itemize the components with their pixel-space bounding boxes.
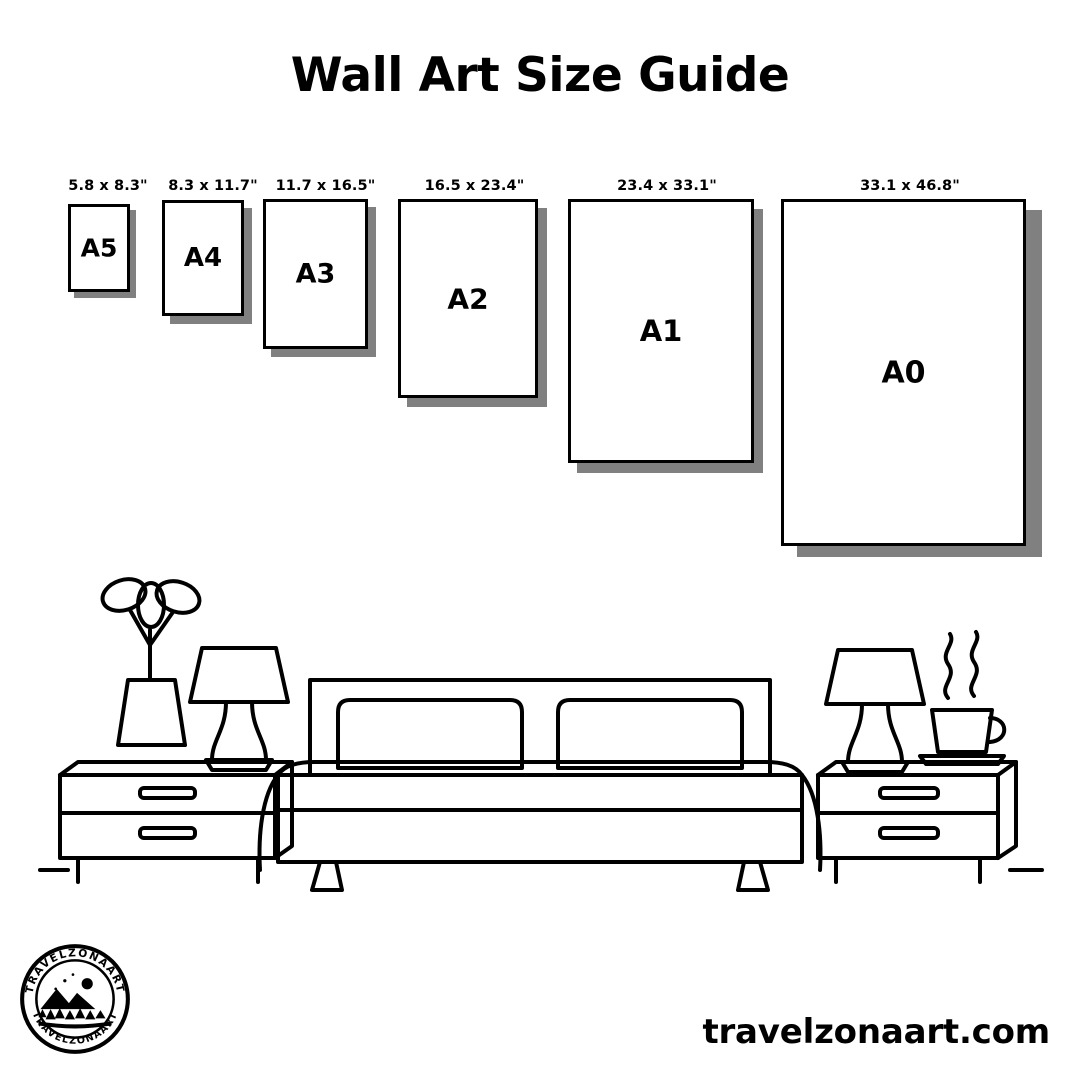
logo-mountains bbox=[40, 989, 95, 1009]
brand-logo[interactable] bbox=[14, 938, 136, 1060]
frame-label-a5: A5 bbox=[80, 233, 118, 263]
bedroom-illustration bbox=[30, 570, 1050, 910]
frame-box-a4[interactable] bbox=[162, 200, 244, 316]
frame-dimensions-a1: 23.4 x 33.1" bbox=[617, 178, 717, 194]
table-lamp-right bbox=[826, 650, 924, 772]
frame-group-a1 bbox=[560, 178, 775, 508]
frame-group-a2 bbox=[392, 178, 552, 438]
plant-vase bbox=[98, 574, 203, 745]
bed bbox=[260, 680, 821, 890]
frame-box-a5[interactable] bbox=[68, 204, 130, 292]
frame-dimensions-a4: 8.3 x 11.7" bbox=[168, 178, 258, 194]
frame-box-a1[interactable] bbox=[568, 199, 754, 463]
frame-label-a4: A4 bbox=[183, 243, 223, 273]
frame-label-a3: A3 bbox=[295, 258, 336, 290]
frame-dimensions-a0: 33.1 x 46.8" bbox=[860, 178, 960, 194]
website-url[interactable]: travelzonaart.com bbox=[702, 1012, 1050, 1052]
logo-moon bbox=[82, 978, 93, 989]
frame-group-a4 bbox=[158, 178, 268, 338]
table-lamp-left bbox=[190, 648, 288, 770]
frame-box-a0[interactable] bbox=[781, 199, 1026, 546]
frame-dimensions-a2: 16.5 x 23.4" bbox=[424, 178, 525, 194]
bed-leg-right bbox=[738, 862, 768, 890]
steam-right bbox=[971, 632, 977, 696]
logo-trees bbox=[38, 1008, 105, 1019]
frame-box-a2[interactable] bbox=[398, 199, 538, 398]
frame-label-a0: A0 bbox=[881, 355, 926, 390]
frame-box-a3[interactable] bbox=[263, 199, 368, 349]
logo-star bbox=[72, 973, 75, 976]
frame-dimensions-a3: 11.7 x 16.5" bbox=[275, 178, 376, 194]
page-title: Wall Art Size Guide bbox=[290, 48, 790, 103]
nightstand-right bbox=[818, 762, 1016, 882]
logo-text-bottom: TRAVELZONAART bbox=[29, 1010, 121, 1047]
mattress bbox=[278, 775, 802, 862]
frame-group-a5 bbox=[60, 178, 156, 308]
pillow-left bbox=[338, 700, 522, 768]
frame-dimensions-a5: 5.8 x 8.3" bbox=[68, 178, 148, 194]
steam-left bbox=[945, 634, 951, 698]
frame-group-a3 bbox=[258, 178, 388, 388]
logo-text-top: TRAVELZONAART bbox=[22, 946, 128, 995]
nightstand-left bbox=[60, 762, 292, 882]
pillow-right bbox=[558, 700, 742, 768]
logo-star bbox=[63, 979, 66, 982]
coffee-cup bbox=[920, 632, 1004, 764]
bed-leg-left bbox=[312, 862, 342, 890]
frame-label-a2: A2 bbox=[447, 282, 489, 315]
frame-group-a0 bbox=[775, 178, 1055, 598]
frame-label-a1: A1 bbox=[639, 314, 683, 348]
